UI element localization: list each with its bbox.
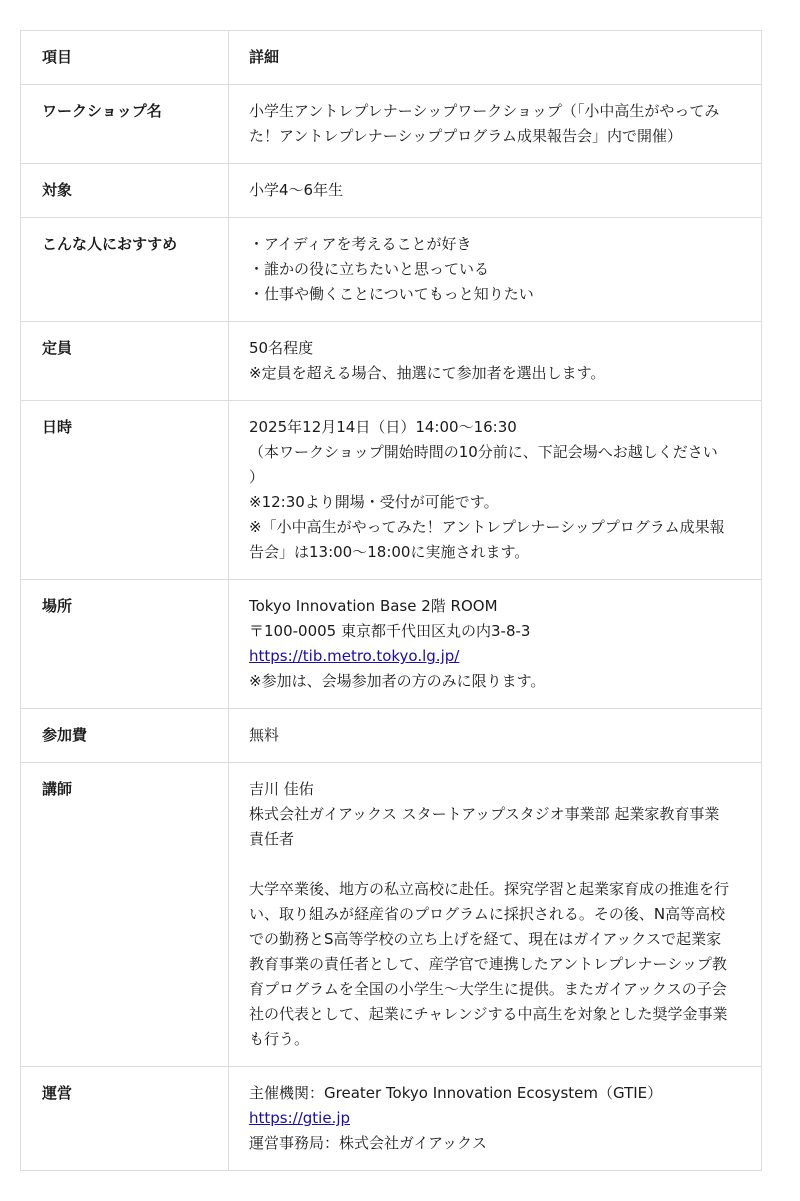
capacity-line: ※定員を超える場合、抽選にて参加者を選出します。 [249,364,606,382]
event-details-table [20,30,762,1171]
row-label-datetime: 日時 [42,418,73,436]
operation-office: 運営事務局：株式会社ガイアックス [249,1134,487,1152]
row-label-workshop: ワークショップ名 [42,102,162,120]
row-value-cell [229,322,762,401]
operation-url-link[interactable]: https://gtie.jp [249,1109,351,1127]
table-row-target [21,164,762,218]
row-label-cell [21,322,229,401]
recommend-line: ・誰かの役に立ちたいと思っている [249,260,490,278]
row-value-cell [229,164,762,218]
table-row-instructor [21,763,762,1067]
instructor-bio-line: い、取り組みが経産省のプログラムに採択される。その後、N高等高校 [249,905,726,923]
place-url-link[interactable]: https://tib.metro.tokyo.lg.jp/ [249,647,460,665]
place-address: 〒100-0005 東京都千代田区丸の内3-8-3 [249,622,531,640]
row-label-cell [21,164,229,218]
instructor-bio-line: も行う。 [249,1030,310,1048]
table-row-datetime [21,401,762,580]
row-value-cell [229,85,762,164]
header-label-cell [21,31,229,85]
row-label-instructor: 講師 [42,780,73,798]
place-url-wrap [249,644,745,669]
row-label-place: 場所 [42,597,73,615]
row-value-cell [229,218,762,322]
datetime-line: 告会」は13:00〜18:00に実施されます。 [249,543,530,561]
row-label-cell [21,580,229,709]
instructor-bio-line: 育プログラムを全国の小学生〜大学生に提供。またガイアックスの子会 [249,980,727,998]
row-label-cell [21,218,229,322]
datetime-line: ） [249,468,265,486]
instructor-bio-line: 大学卒業後、地方の私立高校に赴任。探究学習と起業家育成の推進を行 [249,880,730,898]
row-label-cell [21,401,229,580]
row-value-cell [229,709,762,763]
row-label-cell [21,709,229,763]
instructor-name: 吉川 佳佑 [249,780,314,798]
header-label: 項目 [42,48,73,66]
row-label-cell [21,763,229,1067]
row-label-operation: 運営 [42,1084,73,1102]
row-value-cell [229,763,762,1067]
table-row-workshop [21,85,762,164]
table-row-recommend [21,218,762,322]
blank-line [249,852,745,877]
header-value-cell [229,31,762,85]
datetime-line: 2025年12月14日（日）14:00〜16:30 [249,418,517,436]
datetime-line: （本ワークショップ開始時間の10分前に、下記会場へお越しください [249,443,718,461]
operation-organizer: 主催機関：Greater Tokyo Innovation Ecosystem（GTIE） [249,1084,663,1102]
instructor-title-line: 責任者 [249,830,295,848]
place-venue: Tokyo Innovation Base 2階 ROOM [249,597,498,615]
table-header-row [21,31,762,85]
row-value-cell [229,401,762,580]
instructor-title-line: 株式会社ガイアックス スタートアップスタジオ事業部 起業家教育事業 [249,805,720,823]
operation-url-wrap [249,1106,745,1131]
table-row-capacity [21,322,762,401]
fee-line: 無料 [249,726,280,744]
workshop-line: た！アントレプレナーシッププログラム成果報告会」内で開催） [249,127,683,145]
place-note: ※参加は、会場参加者の方のみに限ります。 [249,672,546,690]
datetime-line: ※12:30より開場・受付が可能です。 [249,493,499,511]
row-value-cell [229,580,762,709]
row-label-target: 対象 [42,181,73,199]
recommend-line: ・仕事や働くことについてもっと知りたい [249,285,534,303]
table-row-operation [21,1067,762,1171]
workshop-line: 小学生アントレプレナーシップワークショップ（「小中高生がやってみ [249,102,720,120]
row-value-cell [229,1067,762,1171]
row-label-cell [21,1067,229,1171]
table-row-place [21,580,762,709]
row-label-recommend: こんな人におすすめ [42,235,178,253]
target-line: 小学4〜6年生 [249,181,344,199]
row-label-fee: 参加費 [42,726,88,744]
row-label-cell [21,85,229,164]
capacity-line: 50名程度 [249,339,314,357]
row-label-capacity: 定員 [42,339,73,357]
instructor-bio-line: 社の代表として、起業にチャレンジする中高生を対象とした奨学金事業 [249,1005,728,1023]
header-value: 詳細 [249,48,280,66]
recommend-line: ・アイディアを考えることが好き [249,235,472,253]
datetime-line: ※「小中高生がやってみた！アントレプレナーシッププログラム成果報 [249,518,725,536]
instructor-bio-line: での勤務とS高等学校の立ち上げを経て、現在はガイアックスで起業家 [249,930,722,948]
instructor-bio-line: 教育事業の責任者として、産学官で連携したアントレプレナーシップ教 [249,955,727,973]
table-row-fee [21,709,762,763]
